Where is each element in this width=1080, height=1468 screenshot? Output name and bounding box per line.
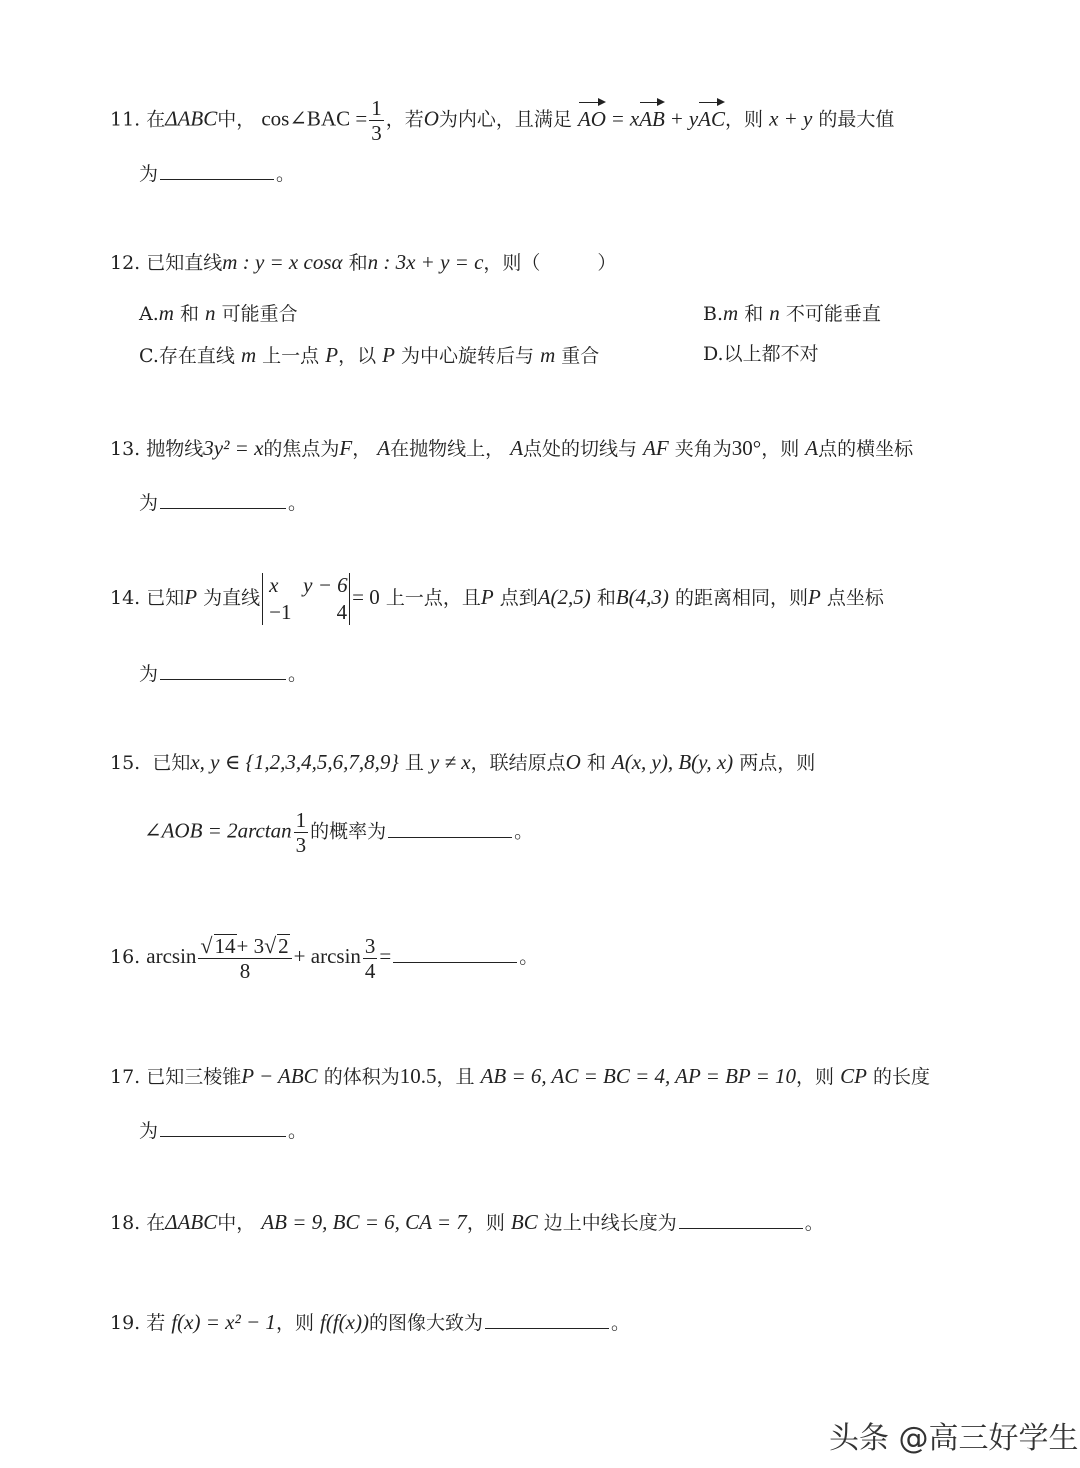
question-15-line-2 — [144, 809, 533, 856]
math-line-m: m : y = x cosα — [222, 250, 343, 274]
fraction-numerator: 3 — [364, 933, 376, 958]
math-conditions: AB = 9, BC = 6, CA = 7 — [261, 1210, 467, 1234]
question-number: 15. — [110, 752, 141, 774]
math-composition: f(f(x)) — [320, 1310, 369, 1334]
fraction-one-third — [294, 809, 309, 856]
text: 。 — [288, 1120, 308, 1142]
text: 为内心，且满足 — [438, 108, 572, 131]
fraction-three-quarters — [363, 935, 378, 982]
text: ，则（ ） — [483, 252, 617, 274]
text: 和 — [179, 303, 199, 325]
text: 已知直线 — [146, 252, 223, 274]
question-number: 19. — [110, 1312, 141, 1334]
determinant — [262, 573, 350, 625]
text: 在抛物线上， — [390, 438, 505, 460]
text: 为直线 — [203, 587, 261, 609]
math-plus-arcsin: + arcsin — [293, 944, 361, 969]
vector-ab: AB — [639, 106, 665, 131]
text: 可能重合 — [221, 303, 298, 325]
text: 已知 — [152, 752, 191, 774]
option-label: C.存在直线 — [139, 345, 235, 367]
text: ，若 — [385, 108, 424, 131]
math-not-equal: y ≠ x — [429, 750, 471, 774]
question-17-line-2 — [139, 1117, 307, 1141]
text: 的距离相同，则 — [674, 587, 808, 609]
answer-blank[interactable] — [679, 1209, 803, 1229]
det-cell: y − 6 — [303, 573, 348, 597]
det-cell: 4 — [336, 600, 348, 624]
text: 已知 — [146, 587, 185, 609]
answer-blank[interactable] — [393, 943, 517, 963]
math-x-plus-y: x + y — [769, 106, 813, 131]
math-x: x — [629, 106, 640, 131]
text: ，则 — [466, 1212, 505, 1234]
vector-ao: AO — [577, 106, 606, 131]
text: 为 — [139, 163, 159, 185]
question-16-line-1 — [110, 934, 538, 982]
math-m: m — [723, 301, 739, 325]
text: 。 — [276, 163, 296, 185]
math-o: O — [423, 106, 439, 131]
fraction-numerator: 1 — [371, 96, 382, 120]
text: 和 — [596, 587, 616, 609]
math-equals: = — [612, 106, 624, 131]
text: 上一点 — [262, 345, 320, 367]
question-number: 18. — [110, 1212, 141, 1234]
text: 为 — [139, 663, 159, 685]
math-af: AF — [643, 436, 669, 460]
option-b[interactable] — [703, 303, 881, 324]
option-d[interactable] — [703, 345, 819, 364]
math-term: + 3 — [236, 934, 265, 958]
math-m: m — [240, 343, 257, 367]
text: 为 — [139, 492, 159, 514]
math-cos-angle: cos∠BAC = — [261, 106, 368, 131]
math-angle-aob: ∠AOB = 2arctan — [144, 818, 292, 843]
text: 的图像大致为 — [368, 1312, 483, 1334]
math-triangle: ΔABC — [165, 106, 218, 131]
math-p: P — [184, 585, 198, 609]
sqrt-icon: √ — [264, 933, 277, 958]
math-p: P — [382, 343, 395, 367]
text: 的概率为 — [310, 820, 387, 843]
text: 。 — [288, 492, 308, 514]
math-plus: + — [670, 106, 683, 131]
det-cell: x — [269, 573, 279, 597]
text: 。 — [288, 663, 308, 685]
math-p: P — [808, 585, 821, 609]
fraction-denominator: 8 — [239, 959, 251, 984]
text: 和 — [586, 752, 606, 774]
det-cell: −1 — [269, 600, 292, 624]
text: 点的横坐标 — [818, 438, 914, 460]
math-angle: 30° — [731, 436, 762, 460]
math-m: m — [158, 301, 174, 325]
question-13-line-2 — [139, 489, 307, 513]
fraction-one-third — [369, 97, 384, 144]
text: 上一点，且 — [385, 587, 481, 609]
math-point-b: B(4,3) — [615, 585, 669, 609]
text: 抛物线 — [146, 438, 204, 460]
math-f: F — [339, 436, 353, 460]
answer-blank[interactable] — [388, 818, 512, 838]
math-arcsin: arcsin — [146, 944, 197, 969]
math-a: A — [377, 436, 391, 460]
text: 的体积为 — [323, 1066, 400, 1088]
math-points: A(x, y), B(y, x) — [611, 750, 734, 774]
question-12-line-1 — [110, 252, 616, 273]
math-n: n — [205, 301, 216, 325]
question-14-line-1 — [110, 573, 884, 625]
math-parabola: 3y² = x — [203, 436, 264, 460]
math-set: x, y ∈ {1,2,3,4,5,6,7,8,9} — [190, 750, 399, 774]
math-line-n: n : 3x + y = c — [367, 250, 484, 274]
sqrt-icon: √ — [200, 933, 213, 958]
math-m: m — [540, 343, 556, 367]
math-a: A — [805, 436, 819, 460]
question-11-line-1 — [110, 97, 894, 144]
text: ，以 — [338, 345, 377, 367]
fraction-numerator — [198, 934, 291, 959]
question-11-line-2 — [139, 160, 295, 184]
text: ，则 — [796, 1066, 835, 1088]
text: ，且 — [436, 1066, 475, 1088]
fraction-radical — [198, 934, 291, 982]
text: 和 — [744, 303, 764, 325]
text: 两点，则 — [739, 752, 816, 774]
option-label: B. — [703, 303, 724, 325]
math-pyramid: P − ABC — [241, 1064, 318, 1088]
text: 在 — [146, 1212, 166, 1234]
text: 重合 — [561, 345, 600, 367]
radicand: 2 — [278, 934, 289, 958]
text: 在 — [146, 108, 166, 131]
text: 的长度 — [873, 1066, 931, 1088]
question-number: 12. — [110, 252, 141, 274]
text: 。 — [514, 820, 534, 843]
option-a[interactable] — [139, 303, 298, 324]
answer-blank[interactable] — [485, 1309, 609, 1329]
radicand: 14 — [214, 934, 236, 958]
math-p: P — [480, 585, 494, 609]
text: 若 — [146, 1312, 166, 1334]
text: 的最大值 — [818, 108, 895, 131]
option-c[interactable] — [139, 345, 599, 366]
fraction-denominator: 4 — [364, 958, 376, 983]
vector-ac: AC — [698, 106, 725, 131]
math-y: y — [688, 106, 699, 131]
text: 为 — [139, 1120, 159, 1142]
answer-blank[interactable] — [160, 1117, 286, 1137]
text: ， — [352, 438, 372, 460]
text: 为中心旋转后与 — [401, 345, 535, 367]
text: ，则 — [761, 438, 800, 460]
answer-blank[interactable] — [160, 660, 286, 680]
math-function: f(x) = x² − 1 — [171, 1310, 276, 1334]
question-19-line-1 — [110, 1309, 630, 1333]
question-number: 16. — [110, 946, 141, 969]
math-p: P — [325, 343, 339, 367]
math-o: O — [565, 750, 581, 774]
math-n: n — [769, 301, 780, 325]
question-13-line-1 — [110, 438, 913, 459]
question-18-line-1 — [110, 1209, 824, 1233]
question-number: 11. — [110, 108, 141, 131]
text: ，则 — [725, 108, 764, 131]
text: 点坐标 — [826, 587, 884, 609]
text: ，联结原点 — [470, 752, 566, 774]
text: ，则 — [275, 1312, 314, 1334]
question-number: 14. — [110, 587, 141, 609]
text: 中， — [217, 1212, 256, 1234]
question-15-line-1 — [110, 752, 815, 773]
option-label: A. — [139, 303, 159, 325]
math-point-a: A(2,5) — [537, 585, 591, 609]
text: 中， — [217, 108, 256, 131]
text: 不可能垂直 — [785, 303, 881, 325]
text: 的焦点为 — [263, 438, 340, 460]
text: 和 — [348, 252, 368, 274]
math-cp: CP — [840, 1064, 867, 1088]
answer-blank[interactable] — [160, 160, 274, 180]
math-a: A — [510, 436, 524, 460]
question-17-line-1 — [110, 1066, 930, 1087]
text: 点到 — [499, 587, 538, 609]
option-label: D.以上都不对 — [703, 343, 819, 365]
question-number: 17. — [110, 1066, 141, 1088]
text: 夹角为 — [674, 438, 732, 460]
watermark: 头条 @高三好学生 — [829, 1421, 1079, 1456]
math-conditions: AB = 6, AC = BC = 4, AP = BP = 10 — [480, 1064, 797, 1088]
math-triangle: ΔABC — [165, 1210, 218, 1234]
math-volume: 10.5 — [399, 1064, 437, 1088]
fraction-denominator: 3 — [295, 833, 307, 858]
math-equals-zero: = 0 — [352, 585, 380, 609]
text: 点处的切线与 — [523, 438, 638, 460]
math-bc: BC — [510, 1210, 538, 1234]
text: 已知三棱锥 — [146, 1066, 242, 1088]
text: 。 — [804, 1212, 824, 1234]
text: 边上中线长度为 — [543, 1212, 677, 1234]
question-number: 13. — [110, 438, 141, 460]
text: 。 — [610, 1312, 630, 1334]
fraction-denominator: 3 — [371, 121, 382, 146]
math-equals: = — [379, 944, 392, 969]
text: 且 — [404, 752, 424, 774]
fraction-numerator: 1 — [295, 808, 307, 832]
text: 。 — [519, 946, 539, 969]
question-14-line-2 — [139, 660, 307, 684]
answer-blank[interactable] — [160, 489, 286, 509]
